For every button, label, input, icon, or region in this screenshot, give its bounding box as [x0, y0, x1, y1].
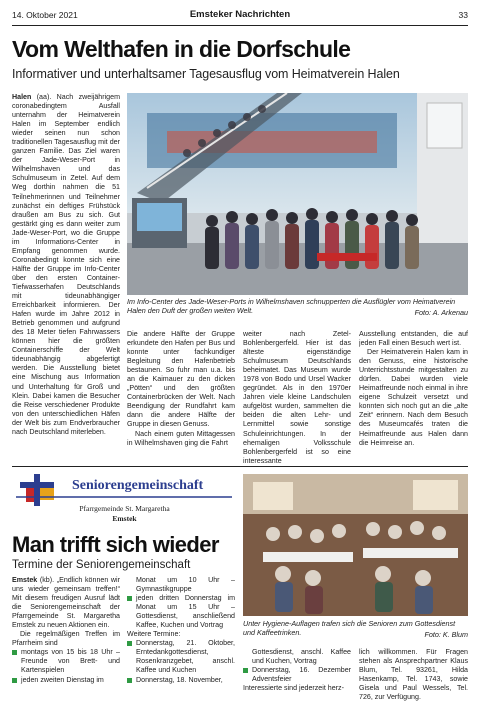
article2-caption-text: Unter Hygiene-Auflagen trafen sich die Senioren zum Gottesdienst und Kaffeetrinken.	[243, 619, 456, 637]
article2-photo	[243, 474, 468, 616]
article2-col1-intro: (kb). „Endlich können wir uns wieder gemeinsam treffen!“ Mit diesem freudigen Ausruf lädt die Seniorengemeinschaft der Pfarrgemeinde St. Margaretha Emstek zu neuen Aktionen ein.	[12, 576, 120, 630]
article2-dateline: Emstek	[12, 576, 38, 584]
newspaper-name: Emsteker Nachrichten	[189, 9, 291, 20]
article1-headline: Vom Welthafen in die Dorfschule	[12, 36, 351, 62]
header-rule	[12, 25, 468, 26]
seniorengemeinschaft-logo	[12, 470, 237, 530]
list-item: Donnerstag, 21. Oktober, Erntedankgottesdienst, Rosenkranzgebet, anschl. Kaffee und Kuchen	[127, 639, 235, 675]
article1-dateline: Halen	[12, 93, 32, 101]
logo-parish: Pfarrgemeinde St. Margaretha	[79, 504, 170, 513]
article1-column-1	[12, 93, 120, 463]
article1-caption-text: Im Info-Center des Jade-Weser-Ports in Wilhelmshaven schnupperten die Ausflügler vom Heimatverein Halen den Duft der großen weiten Welt.	[127, 297, 456, 315]
article2-col3-a: Gottesdienst, anschl. Kaffee und Kuchen, Vortrag	[252, 648, 351, 666]
article-divider	[12, 466, 468, 467]
page-number: 33	[458, 10, 468, 20]
list-item: Donnerstag, 16. Dezember Adventsfeier	[243, 666, 351, 684]
group-photo-illustration	[127, 93, 468, 295]
logo-title: Seniorengemeinschaft	[72, 478, 204, 493]
article2-col3-p: Interessierte sind jederzeit herz-	[243, 684, 344, 693]
list-item: jeden zweiten Dienstag im	[12, 676, 120, 685]
article2-col1-p2: Die regelmäßigen Treffen im Pfarrheim sind	[12, 630, 120, 648]
article1-col2-text: Die andere Hälfte der Gruppe erkundete den Hafen per Bus und konnte unter fachkundiger Begleitung den Hafenbetrieb bestaunen. So fuhr man u.a. bis an die Kaimauer zu den dicken „Pötten“ und den größten Containerbrücken der Welt. Nach Beendigung der Rundfahrt kam dann die andere Hälfte der Gruppe in diesen Genuss.	[127, 330, 235, 429]
logo-town: Emstek	[112, 514, 137, 523]
article2-photo-caption	[243, 619, 468, 639]
article1-column-2	[127, 330, 235, 464]
list-item: jeden dritten Donnerstag im Monat um 15 Uhr – Gottesdienst, anschließend Kaffee, Kuchen und Vortrag	[127, 594, 235, 630]
article1-subheadline: Informativer und unterhaltsamer Tagesausflug vom Heimatverein Halen	[12, 67, 400, 81]
article1-photo-credit: Foto: A. Arkenau	[414, 308, 468, 317]
article1-column-4	[359, 330, 468, 464]
seniors-photo-illustration	[243, 474, 468, 616]
list-item: Donnerstag, 18. November,	[127, 676, 235, 685]
article2-col2-a: Monat um 10 Uhr – Gymnastikgruppe	[136, 576, 235, 594]
article1-photo-caption	[127, 297, 468, 317]
article1-col3-text: weiter nach Zetel-Bohlenbergerfeld. Hier ist das älteste eigenständige Schulmuseum Deutschlands beheimatet. Das Museum wurde 1978 von Bodo und Ursel Wacker gegründet. Als in den 1970er Jahren viele kleine Landschulen aufgelöst wurden, sammelten die beiden die alten Lehr- und Lernmittel sowie sonstige Schuleinrichtungen. In der ehemaligen Volksschule Bohlenbergerfeld ist so eine interessante	[243, 330, 351, 464]
article2-col2-p: Weitere Termine:	[127, 630, 181, 639]
article1-column-3	[243, 330, 351, 464]
article1-photo	[127, 93, 468, 295]
page-header	[12, 10, 468, 24]
article2-column-3	[243, 648, 351, 710]
issue-date: 14. Oktober 2021	[12, 10, 78, 20]
list-item: montags von 15 bis 18 Uhr – Freunde von Brett- und Kartenspielen	[12, 648, 120, 675]
article1-col4b-text: Der Heimatverein Halen kam in den Genuss, eine historische Unterrichtsstunde mitgestalten zu dürfen. Dabei wurden viele Heimatfreunde noch einmal in ihre eigene Schulzeit versetzt und konnten sich noch gut an die „alte Zeit“ erinnern. Nach dem Besuch des Museumcafés traten die Heimatfreunde aus Halen dann die Heimreise an.	[359, 348, 468, 447]
article2-column-2	[127, 576, 235, 710]
article1-col4-text: Ausstellung entstanden, die auf jeden Fall einen Besuch wert ist.	[359, 330, 468, 348]
article1-col2b-text: Nach einem guten Mittagessen in Wilhelmshaven ging die Fahrt	[127, 429, 235, 447]
article2-headline: Man trifft sich wieder	[12, 532, 219, 557]
article2-column-4	[359, 648, 468, 710]
article2-column-1	[12, 576, 120, 710]
article2-col4-text: lich willkommen. Für Fragen stehen als Ansprechpartner Klaus Blum, Tel. 93261, Hilda Hasenkamp, Tel. 1743, sowie Gisela und Paul Wessels, Tel. 726, zur Verfügung.	[359, 648, 468, 702]
article1-col1-text: (aa). Nach zweijährigem coronabedingtem Ausfall unternahm der Heimatverein Halen im September endlich wieder seinen nun schon traditionellen Tagesausflug mit der ganzen Familie. Das Ziel waren der Jade-Weser-Port in Wilhelmshaven und das Schulmuseum in Zetel. Auf dem Weg dorthin nahmen die 51 Teilnehmerinnen und Teilnehmer zunächst ein deftiges Frühstück draußen am Bus zu sich. Gut gestärkt ging es dann weiter zum Jade-Weser-Port, wo die Gruppe im Informations-Center in Empfang genommen wurde. Coronabedingt konnte sich eine Hälfte der Gruppe im Info-Center über den ersten Container-Tiefwasserhafen Deutschlands mit tideunabhängiger Erreichbarkeit informieren. Der Hafen wurde im Jahre 2012 in Betrieb genommen und aufgrund des 18 Meter tiefen Fahrwassers können hier die größten Containerschiffe der Welt tideunabhängig abgefertigt werden. Die Ausstellung bietet eine Mischung aus Information und Unterhaltung für Groß und Klein. Dabei kamen die Besucher die Reise verschiedener Produkte von den unterschiedlichen Häfen der Welt bis zum Endverbraucher nach Deutschland miterleben.	[12, 93, 120, 436]
article2-photo-credit: Foto: K. Blum	[424, 630, 468, 639]
article2-subheadline: Termine der Seniorengemeinschaft	[12, 559, 191, 571]
